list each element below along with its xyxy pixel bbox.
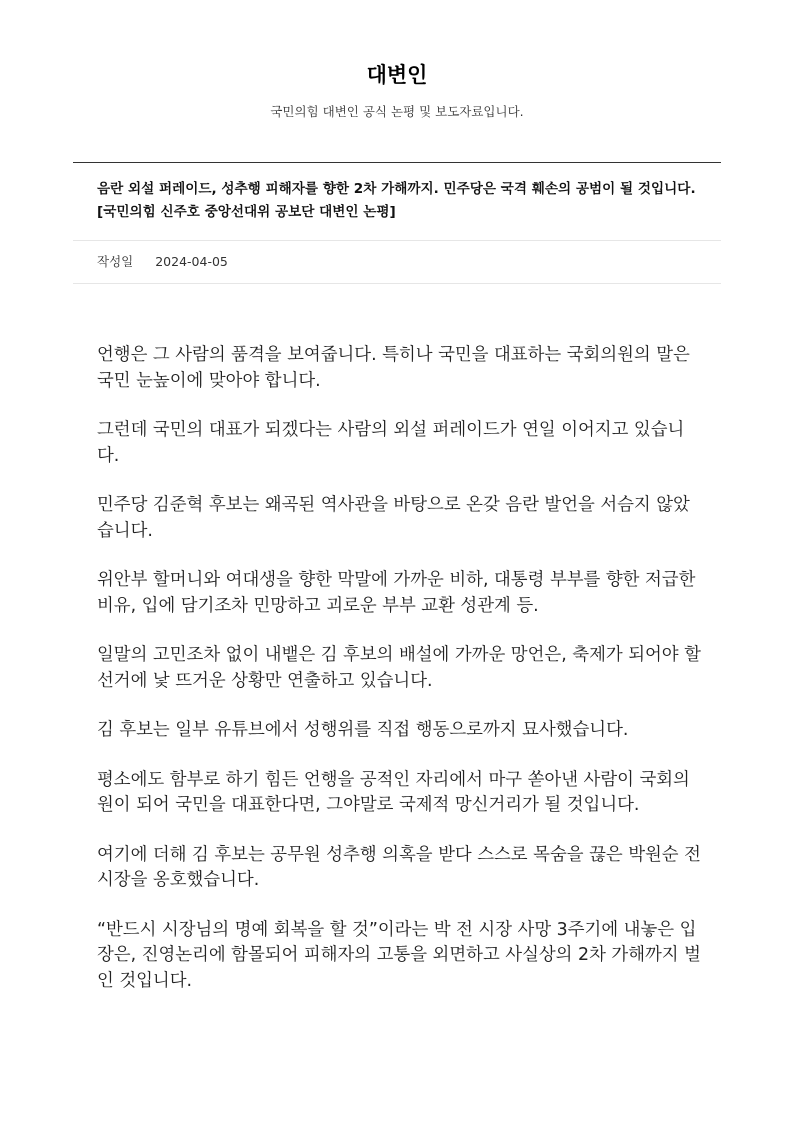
body-paragraph: 일말의 고민조차 없이 내뱉은 김 후보의 배설에 가까운 망언은, 축제가 되어야 할 선거에 낯 뜨거운 상황만 연출하고 있습니다. [97,645,701,691]
post-title: 음란 외설 퍼레이드, 성추행 피해자를 향한 2차 가해까지. 민주당은 국격 훼손의 공범이 될 것입니다. [국민의힘 신주호 중앙선대위 공보단 대변인 논평] [97,181,696,220]
site-subtitle: 국민의힘 대변인 공식 논평 및 보도자료입니다. [270,104,524,119]
site-title: 대변인 [366,63,428,87]
header-divider [73,162,721,163]
body-paragraph: 여기에 더해 김 후보는 공무원 성추행 의혹을 받다 스스로 목숨을 끊은 박원순 전 시장을 옹호했습니다. [97,844,701,890]
body-paragraph: 민주당 김준혁 후보는 왜곡된 역사관을 바탕으로 온갖 음란 발언을 서슴지 않았습니다. [97,495,690,541]
post-body [97,343,702,1018]
body-paragraph: 그런데 국민의 대표가 되겠다는 사람의 외설 퍼레이드가 연일 이어지고 있습니다. [97,420,685,466]
body-paragraph: 평소에도 함부로 하기 힘든 언행을 공적인 자리에서 마구 쏟아낸 사람이 국회의원이 되어 국민을 대표한다면, 그야말로 국제적 망신거리가 될 것입니다. [97,769,690,815]
title-divider [73,240,721,241]
date-label: 작성일 [97,254,134,269]
post-date: 2024-04-05 [155,254,228,269]
body-paragraph: 위안부 할머니와 여대생을 향한 막말에 가까운 비하, 대통령 부부를 향한 저급한 비유, 입에 담기조차 민망하고 괴로운 부부 교환 성관계 등. [97,570,696,616]
body-paragraph: 김 후보는 일부 유튜브에서 성행위를 직접 행동으로까지 묘사했습니다. [97,720,629,740]
body-paragraph: “반드시 시장님의 명예 회복을 할 것”이라는 박 전 시장 사망 3주기에 내놓은 입장은, 진영논리에 함몰되어 피해자의 고통을 외면하고 사실상의 2차 가해까지 벌인 것입니다. [97,919,701,991]
body-paragraph: 언행은 그 사람의 품격을 보여줍니다. 특히나 국민을 대표하는 국회의원의 말은 국민 눈높이에 맞아야 합니다. [97,345,690,391]
meta-divider [73,283,721,284]
post-meta [97,252,228,272]
